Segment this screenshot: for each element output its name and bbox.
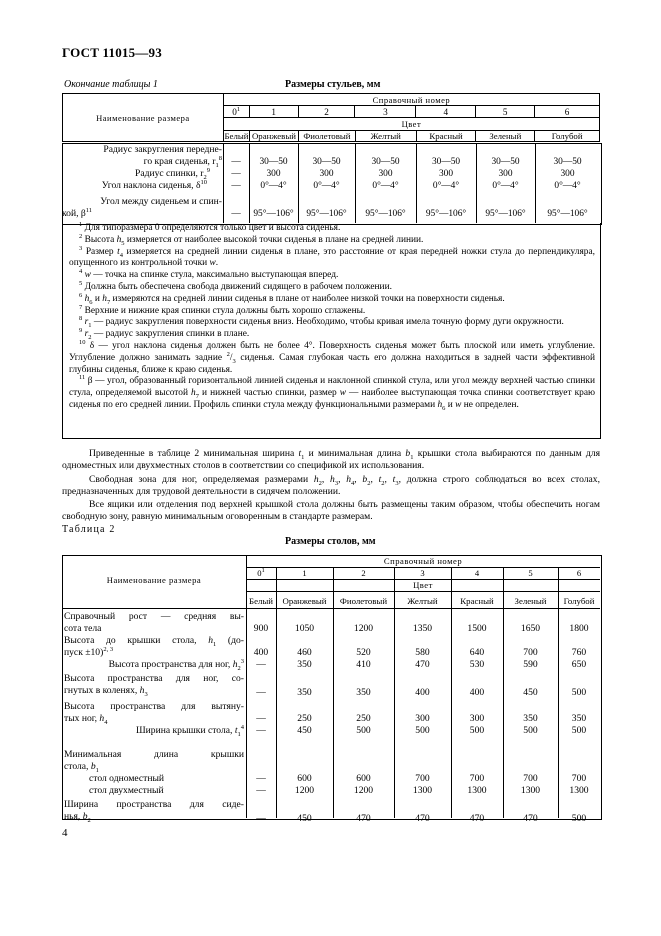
- table1-value-cell: 95°—106°: [253, 209, 294, 219]
- table1-title: Размеры стульев, мм: [285, 79, 381, 90]
- table1-name-header: Наименование размера: [63, 94, 224, 142]
- table2-number-cell: 5: [528, 568, 533, 578]
- note-item: $^3$ Размер $t_4$ измеряется на средней линии сиденья в плане, это расстояние от края передней ножки стула до перпендикуляра, опущенного из контрольной точки w.: [69, 244, 595, 269]
- table2-value-cell: 500: [571, 725, 587, 736]
- table2-value-cell: 1800: [569, 623, 589, 634]
- note-item: $^9$ $r_2$ — радиус закругления спинки в плане.: [79, 327, 250, 342]
- paragraph-1: Приведенные в таблице 2 минимальная ширина $t_1$ и минимальная длина $b_1$ крышки стола выбираются по данным для одноместных или двухместных столов в соответствии со спецификой их использования.: [62, 448, 600, 472]
- table2-value-cell: 500: [571, 687, 587, 698]
- table2-value-cell: 700: [571, 773, 587, 784]
- table2-color-cell: Красный: [460, 596, 494, 606]
- table2-value-cell: 1350: [412, 623, 433, 634]
- table2-value-cell: 400: [253, 647, 269, 658]
- table2-value-cell: 350: [571, 713, 587, 724]
- note-item: $^{11}$ β — угол, образованный горизонтальной линией сиденья и наклонной спинкой стула, или угол между верхней частью спинки стула, определяемой высотой $h_7$ и нижней частью спинки, размер w — наиболее выступающая точка спинки соответствует краю сиденья по его средней линии. Профиль спинки стула между функциональными размерами $h_6$ и w не определен.: [69, 374, 596, 412]
- table1-value-cell: 30—50: [553, 157, 582, 167]
- table2-value-cell: 1300: [467, 785, 487, 796]
- table2-color-cell: Желтый: [407, 596, 438, 606]
- table2-value-cell: 1500: [467, 623, 487, 634]
- table1-color-cell: Зеленый: [476, 130, 535, 142]
- table2-value-cell: 300: [415, 713, 430, 724]
- table2-title: Размеры столов, мм: [285, 536, 376, 547]
- table1-continuation-label: Окончание таблицы 1: [64, 79, 158, 90]
- table1-color-cell: Оранжевый: [249, 130, 298, 142]
- table2-value-cell: 640: [469, 647, 485, 658]
- table-row: [62, 180, 600, 194]
- table-row: [62, 168, 600, 180]
- note-item: $^8$ $r_1$ — радиус закругления поверхности сиденья вниз. Необходимо, чтобы кривая имела точную форму дуги окружности.: [79, 315, 564, 330]
- table1-number-cell: 2: [298, 106, 355, 118]
- table2-row-name: стол одноместный: [89, 773, 165, 784]
- table1-row-name: Радиус закругления передне- го края сиденья, $r_1^8$: [103, 144, 222, 169]
- table1-value-cell: 0°—4°: [260, 181, 287, 191]
- note-item: $^6$ $h_6$ и $h_7$ измеряются на средней линии сиденья в плане от наиболее низкой точки на поверхности сиденья.: [79, 291, 505, 306]
- table2-value-cell: 600: [356, 773, 371, 784]
- table1-value-cell: 0°—4°: [372, 181, 399, 191]
- table1-number-cell: $0^1$: [223, 106, 249, 118]
- table1-colors: [223, 130, 600, 142]
- table1-row-name: Радиус спинки, $r_2^9$: [134, 166, 210, 181]
- table2-row-name: Справочный рост — средняя вы- сота тела: [64, 611, 244, 634]
- table1-value-cell: 0°—4°: [492, 181, 519, 191]
- table2-value-cell: 580: [415, 647, 430, 658]
- table1-value-cell: 300: [378, 169, 393, 179]
- table2-numbers-row: [246, 568, 600, 579]
- table2-value-cell: 500: [415, 725, 430, 736]
- table2-value-cell: 470: [469, 813, 485, 824]
- table1-value-cell: 300: [266, 169, 281, 179]
- table2-value-cell: 470: [415, 813, 430, 824]
- table2-row-name: Минимальная длина крышки стола, $b_1$: [64, 749, 244, 774]
- paragraph-2: Свободная зона для ног, определяемая размерами $h_2$, $h_3$, $h_4$, $b_2$, $t_2$, $t_3$, должна строго соблюдаться во всех столах, предназначенных для трудовой деятельности в сидячем положении.: [62, 473, 600, 497]
- table2-value-cell: 760: [571, 647, 587, 658]
- table1-notes: [62, 220, 601, 439]
- table1-value-cell: 95°—106°: [425, 209, 467, 219]
- table1-color-cell: Голубой: [535, 130, 600, 142]
- table1-color-cell: Желтый: [355, 130, 416, 142]
- table1-number-cell: 1: [249, 106, 298, 118]
- table1-value-cell: 0°—4°: [432, 181, 460, 191]
- table1-value-cell: 0°—4°: [313, 181, 340, 191]
- table2-value-cell: —: [256, 713, 266, 724]
- table2-value-cell: 450: [297, 725, 312, 736]
- table1-number-cell: 6: [535, 106, 600, 118]
- table2-row-name: Высота пространства для ног, со- гнутых в коленях, $h_3$: [64, 673, 244, 698]
- table2-value-cell: 700: [469, 773, 485, 784]
- table1-value-cell: 30—50: [312, 157, 341, 167]
- table2-value-cell: 250: [297, 713, 312, 724]
- table2-value-cell: 590: [523, 659, 538, 670]
- table2-value-cell: 700: [523, 647, 538, 658]
- table2-value-cell: 350: [297, 659, 312, 670]
- table2-value-cell: 1200: [294, 785, 315, 796]
- table2-label: Таблица 2: [62, 524, 116, 535]
- body-text: [62, 448, 600, 524]
- table1-value-cell: 30—50: [259, 157, 288, 167]
- table2-value-cell: 500: [523, 725, 538, 736]
- note-item: $^{10}$ δ — угол наклона сиденья должен быть не более 4°. Поверхность сиденья может быть плоской или иметь углубление. Углубление должно занимать задние $^2/_3$ сиденья. Самая глубокая часть его должна находиться в задней части эффективной глубины сиденья, ближе к краю сиденья.: [69, 338, 596, 375]
- table2-number-cell: 2: [361, 568, 366, 578]
- table2-value-cell: 470: [523, 813, 538, 824]
- table2-value-cell: —: [256, 725, 266, 736]
- note-item: $^1$ Для типоразмера 0 определяются только цвет и высота сиденья.: [79, 220, 341, 233]
- note-item: $^2$ Высота $h_5$ измеряется от наиболее высокой точки сиденья в плане на средней линии.: [79, 232, 424, 247]
- table2-value-cell: 900: [253, 623, 269, 634]
- table1-value-cell: 95°—106°: [365, 209, 406, 219]
- table2-value-cell: 1300: [569, 785, 589, 796]
- table2-value-cell: 1300: [412, 785, 433, 796]
- table2-value-cell: —: [256, 659, 266, 670]
- table1-value-cell: 95°—106°: [485, 209, 526, 219]
- table2-value-cell: 400: [415, 687, 430, 698]
- table2-colors-row: [246, 596, 600, 608]
- table2-row-name: стол двухместный: [89, 785, 164, 796]
- table2-value-cell: 700: [415, 773, 430, 784]
- table1-number-cell: 5: [476, 106, 535, 118]
- table2-value-cell: 470: [415, 659, 430, 670]
- note-item: $^4$ w — точка на спинке стула, максимально выступающая вперед.: [79, 268, 339, 281]
- table2-color-cell: Зеленый: [514, 596, 547, 606]
- table1-value-cell: 300: [498, 169, 513, 179]
- table1-value-cell: 300: [438, 169, 454, 179]
- table1-value-cell: 30—50: [431, 157, 461, 167]
- table2-value-cell: 500: [469, 725, 485, 736]
- table2-value-cell: 650: [571, 659, 587, 670]
- table2-value-cell: —: [256, 773, 266, 784]
- paragraph-3: Все ящики или отделения под верхней крышкой стола должны быть размещены таким образом, чтобы обеспечить ногам свободную зону, равную минимальным оговоренным в стандарте размерам.: [62, 499, 600, 523]
- table2-value-cell: 470: [356, 813, 371, 824]
- table2-value-cell: 1650: [520, 623, 541, 634]
- table1-color-cell: Белый: [224, 131, 249, 141]
- table2-row-name: Ширина крышки стола, $t_1^4$: [135, 723, 244, 738]
- table2-grid: [62, 555, 600, 824]
- table2-value-cell: 520: [356, 647, 371, 658]
- table1-color-cell: Фиолетовый: [298, 130, 355, 142]
- table2-number-cell: 1: [302, 568, 307, 578]
- table1-value-cell: —: [231, 169, 241, 179]
- table1-number-cell: 3: [355, 106, 416, 118]
- table1-value-cell: —: [231, 181, 241, 191]
- table1-color-cell: Красный: [416, 130, 476, 142]
- table2-name-header: Наименование размера: [106, 575, 202, 585]
- table2-value-cell: 1200: [353, 623, 374, 634]
- table1-value-cell: 95°—106°: [547, 209, 588, 219]
- table2-value-cell: 500: [571, 813, 587, 824]
- table2-color-cell: Оранжевый: [282, 596, 327, 606]
- table2-value-cell: —: [256, 785, 266, 796]
- table2-value-cell: 350: [523, 713, 538, 724]
- table2-value-cell: 460: [297, 647, 312, 658]
- table2-color-cell: Фиолетовый: [339, 596, 388, 606]
- table1-value-cell: 30—50: [371, 157, 400, 167]
- table2-value-cell: 600: [297, 773, 312, 784]
- table1-value-cell: 0°—4°: [554, 181, 581, 191]
- table2-value-cell: 1300: [520, 785, 541, 796]
- table1-value-cell: 95°—106°: [306, 209, 347, 219]
- table1-row-name: Угол наклона сиденья, $\delta^{10}$: [101, 178, 207, 191]
- table1-color-header: Цвет: [224, 118, 599, 131]
- table1-value-cell: 300: [560, 169, 575, 179]
- table2-value-cell: 250: [356, 713, 371, 724]
- table2-value-cell: 500: [356, 725, 371, 736]
- table2-value-cell: —: [256, 687, 266, 698]
- table2-value-cell: 450: [523, 687, 538, 698]
- table1-value-cell: —: [231, 209, 241, 219]
- table2-number-cell: 6: [576, 568, 582, 578]
- table2-color-header: Цвет: [413, 580, 433, 590]
- table2-value-cell: 1050: [294, 623, 315, 634]
- table2-color-cell: Белый: [249, 596, 273, 606]
- table2-number-cell: $0^1$: [257, 567, 265, 578]
- note-item: $^7$ Верхние и нижние края спинки стула должны быть хорошо сглажены.: [79, 303, 366, 316]
- notes-list: [69, 220, 596, 412]
- table2-value-cell: 350: [356, 687, 371, 698]
- document-header: ГОСТ 11015—93: [62, 45, 162, 60]
- table2-value-cell: 410: [356, 659, 371, 670]
- table1-number-cell: 4: [416, 106, 476, 118]
- table2-color-cell: Голубой: [563, 596, 595, 606]
- note-item: $^5$ Должна быть обеспечена свобода движений сидящего в рабочем положении.: [79, 279, 392, 292]
- table1-value-cell: 300: [319, 169, 334, 179]
- table2-body: [62, 609, 600, 824]
- table2-value-cell: 300: [469, 713, 485, 724]
- table1-ref-header: Справочный номер: [223, 94, 599, 106]
- table2-value-cell: 1200: [353, 785, 374, 796]
- table2-row-name: Высота до крышки стола, $h_1$ (до- пуск ±10)$^{2, 3}$: [64, 635, 245, 658]
- table1-value-cell: —: [231, 157, 241, 167]
- table-row: [62, 196, 600, 222]
- table1-row-name: Угол между сиденьем и спин- кой, $\beta^{11}$: [62, 196, 222, 219]
- table2-value-cell: —: [256, 813, 266, 824]
- table2-row-name: Ширина пространства для сиде- нья, $b_2$: [64, 799, 244, 824]
- table2-number-cell: 4: [474, 568, 480, 578]
- page-number: 4: [62, 827, 68, 839]
- table2-value-cell: 700: [523, 773, 538, 784]
- table2-value-cell: 400: [469, 687, 485, 698]
- table2-number-cell: 3: [420, 568, 425, 578]
- table2-row-name: Высота пространства для вытяну- тых ног, $h_4$: [64, 701, 244, 726]
- table2-row-name: Высота пространства для ног, $h_2^3$: [108, 657, 244, 672]
- table-row: [62, 144, 600, 168]
- table2-value-cell: 530: [469, 659, 485, 670]
- table1-value-cell: 30—50: [491, 157, 520, 167]
- table2-value-cell: 450: [297, 813, 312, 824]
- table2-value-cell: 350: [297, 687, 312, 698]
- table2-ref-header: Справочный номер: [383, 556, 463, 566]
